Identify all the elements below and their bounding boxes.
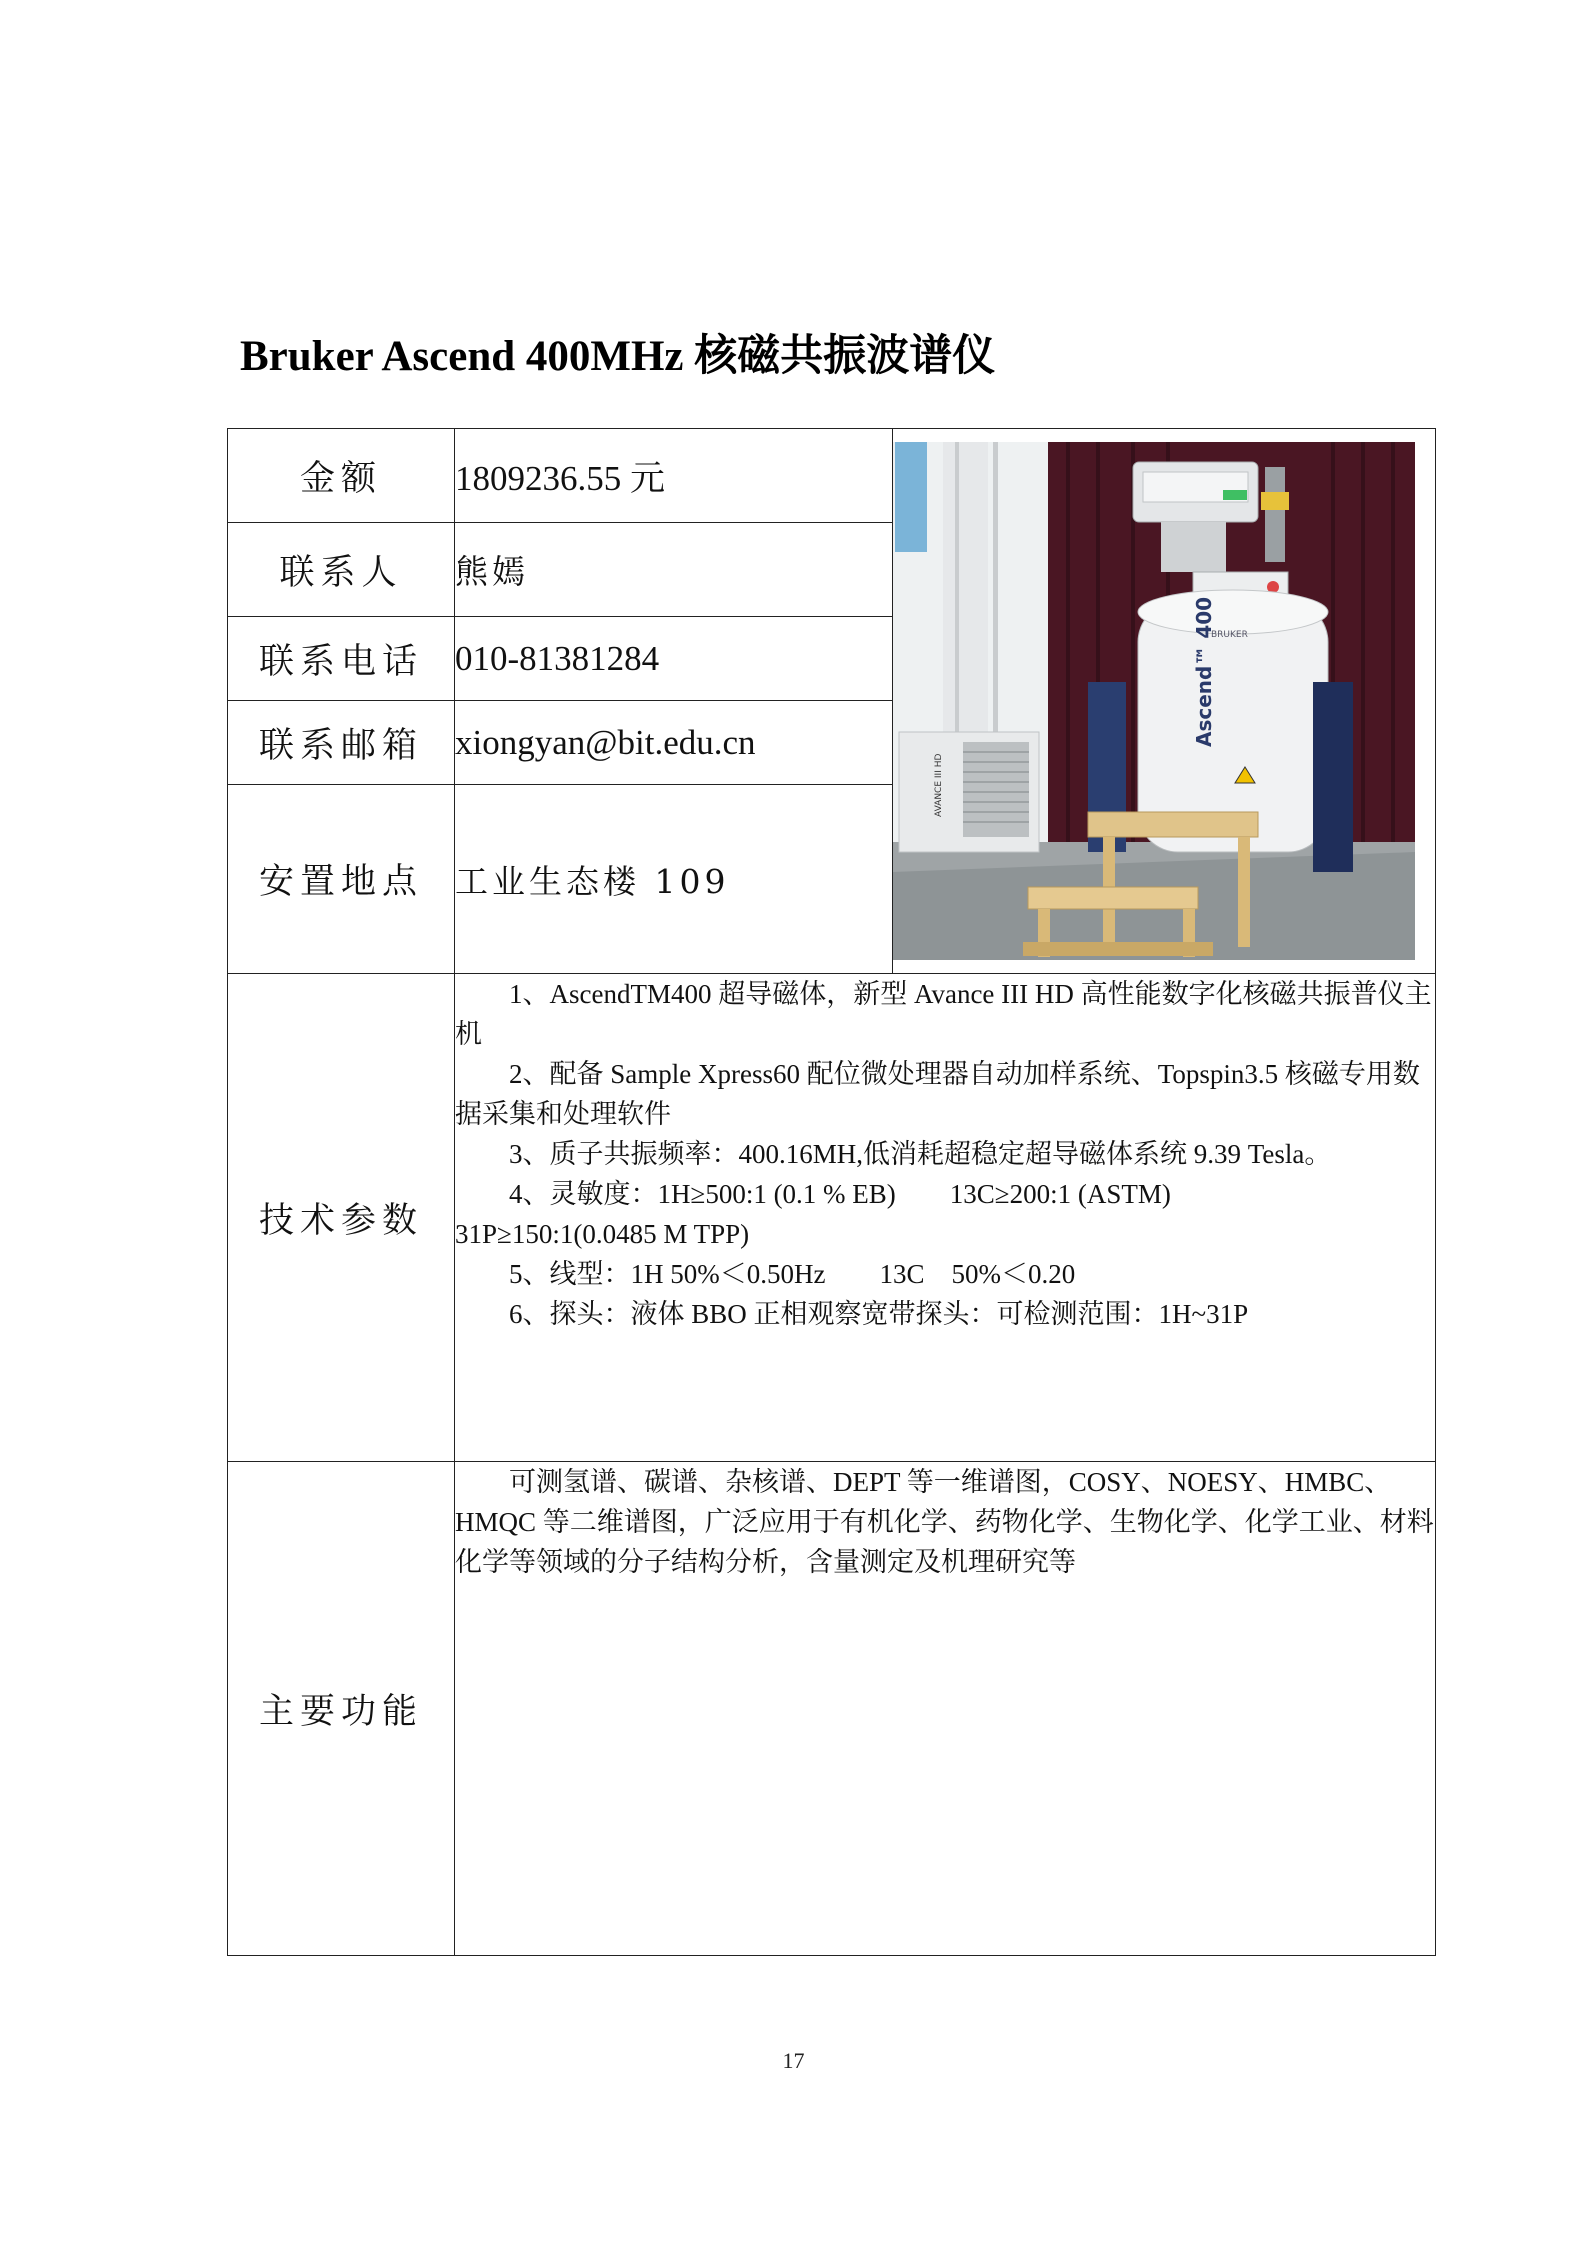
- magnet-brand: BRUKER: [1211, 630, 1248, 640]
- amount-label: 金额: [228, 429, 455, 523]
- location-value: 工业生态楼 109: [455, 785, 893, 974]
- location-label: 安置地点: [228, 785, 455, 974]
- main-functions-label: 主要功能: [228, 1462, 455, 1956]
- phone-label: 联系电话: [228, 617, 455, 701]
- tech-param-line: 4、灵敏度：1H≥500:1 (0.1 % EB) 13C≥200:1 (ASTM): [509, 1179, 1171, 1209]
- document-title: Bruker Ascend 400MHz 核磁共振波谱仪: [240, 333, 996, 380]
- contact-value: 熊嫣: [455, 523, 893, 617]
- page-number: 17: [782, 2048, 805, 2073]
- tech-param-line: 3、质子共振频率：400.16MH,低消耗超稳定超导磁体系统 9.39 Tesla。: [509, 1139, 1332, 1169]
- tech-params-content: [455, 974, 1436, 1462]
- amount-value: 1809236.55 元: [455, 429, 893, 523]
- email-label: 联系邮箱: [228, 701, 455, 785]
- tech-param-line: 31P≥150:1(0.0485 M TPP): [455, 1219, 750, 1249]
- instrument-photo-cell: [893, 429, 1436, 974]
- tech-param-line: 2、配备 Sample Xpress60 配位微处理器自动加样系统、Topspin3.5 核磁专用数据采集和处理软件: [455, 1059, 1420, 1129]
- magnet-model: Ascend™ 400: [1192, 596, 1216, 747]
- main-functions-content: [455, 1462, 1436, 1956]
- contact-label: 联系人: [228, 523, 455, 617]
- table-row: [228, 1462, 1436, 1956]
- email-value: xiongyan@bit.edu.cn: [455, 701, 893, 785]
- tech-params-label: 技术参数: [228, 974, 455, 1462]
- instrument-photo: [893, 442, 1415, 960]
- tech-param-line: 5、线型：1H 50%＜0.50Hz 13C 50%＜0.20: [509, 1259, 1076, 1289]
- main-functions-text: 可测氢谱、碳谱、杂核谱、DEPT 等一维谱图，COSY、NOESY、HMBC、HMQC 等二维谱图，广泛应用于有机化学、药物化学、生物化学、化学工业、材料化学等领域的分子结构分析，含量测定及机理研究等: [455, 1467, 1434, 1577]
- tech-param-line: 6、探头：液体 BBO 正相观察宽带探头：可检测范围：1H~31P: [509, 1299, 1249, 1329]
- tech-param-line: 1、AscendTM400 超导磁体，新型 Avance III HD 高性能数字化核磁共振普仪主机: [455, 979, 1432, 1049]
- table-row: [228, 974, 1436, 1462]
- instrument-info-table: [227, 428, 1436, 1956]
- table-row: [228, 429, 1436, 523]
- console-label: AVANCE III HD: [934, 753, 944, 817]
- phone-value: 010-81381284: [455, 617, 893, 701]
